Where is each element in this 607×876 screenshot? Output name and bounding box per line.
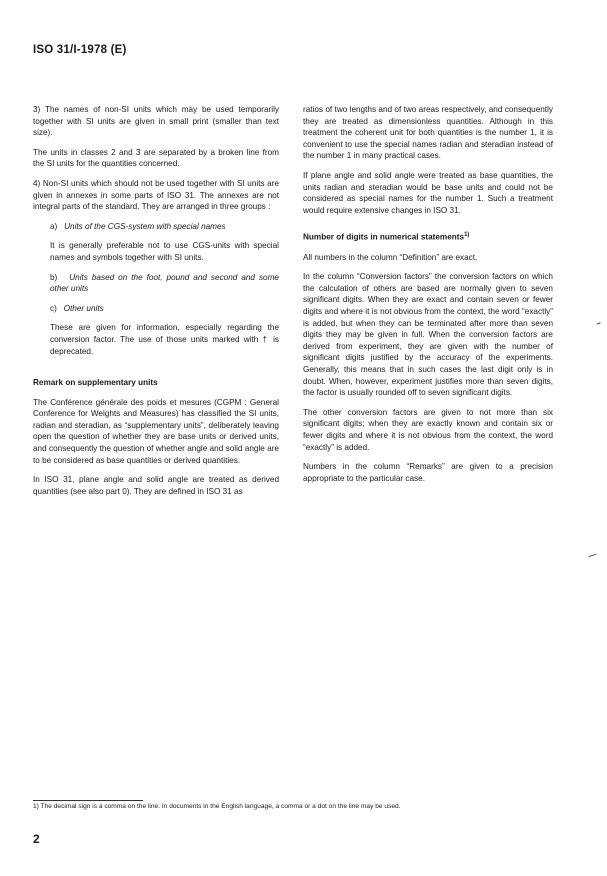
group-c-item [33,303,279,315]
document-header: ISO 31/I-1978 (E) [33,44,127,56]
paragraph-remarks-precision: Numbers in the column “Remarks” are given to a precision appropriate to the particular case. [303,462,553,483]
paragraph-base-quantities: If plane angle and solid angle were treated as base quantities, the units radian and steradian would be base units and could not be considered as special names for the number 1. Such a treatment would require extensive changes in ISO 31. [303,170,553,215]
paragraph-iso31-angles: In ISO 31, plane angle and solid angle are treated as derived quantities (see also part 0). They are defined in ISO 31 as [33,475,279,496]
footnote: 1) The decimal sign is a comma on the line. In documents in the English language, a comma or a dot on the line may be used. [33,803,401,810]
group-a-prefix: a) [50,221,58,231]
paragraph-non-si-annexes: 4) Non-SI units which should not be used together with SI units are given in annexes in some parts of ISO 31. The annexes are not integral parts of the standard. They are arranged in three groups : [33,178,279,212]
group-b-title: Units based on the foot, pound and second and some other units [50,272,279,294]
scan-mark [595,319,600,324]
page-number: 2 [33,832,40,846]
remark-heading: Remark on supplementary units [33,378,158,388]
group-b-prefix: b) [50,272,58,282]
paragraph-non-si-temporary: 3) The names of non-SI units which may be used temporarily together with SI units are given in small print (smaller than text size). [33,105,279,138]
paragraph-definition-exact: All numbers in the column “Definition” are exact. [303,252,478,262]
paragraph-dimensionless: ratios of two lengths and of two areas respectively, and consequently they are treated as dimensionless quantities. Although in this treatment the coherent unit for both quantities is the number 1, it is convenient to use the special names radian and steradian instead of the number 1 in many practical cases. [303,105,553,161]
scan-mark [588,551,597,557]
group-b-item [33,272,279,295]
paragraph-cgpm: The Conférence générale des poids et mesures (CGPM : General Conference for Weights and Measures) has classified the SI units, radian and steradian, as “supplementary units”, deliberately leaving open the question of whether they are base units or derived units, and consequently the question of whether angle and solid angle are to be considered as base quantities or derived quantities. [33,397,279,465]
footnote-divider [33,800,143,801]
group-c-prefix: c) [50,303,57,313]
group-c-title: Other units [63,303,104,313]
footnote-reference: 1) [464,232,470,239]
group-c-text: These are given for information, especially regarding the conversion factor. The use of those units marked with † is deprecated. [50,323,279,356]
left-column [33,104,279,505]
group-a-item [33,221,279,233]
digits-heading-text: Number of digits in numerical statements [303,233,465,243]
paragraph-conversion-factors: In the column “Conversion factors” the conversion factors on which the calculation of others are based are normally given to seven significant digits. When they are exact and contain seven or fewer digits and where it is not obvious from the context, the word “exactly” is added, but when they can be terminated after more than seven digits they may be given in full. When the conversion factors are derived from experiment, they are given with the number of significant digits justified by the accuracy of the experiments. Generally, this means that in such cases the last digit only is in doubt. When, however, experiment justifies more than seven digits, the factor is usually rounded off to seven significant digits. [303,272,553,398]
right-column [303,104,553,492]
group-a-text: It is generally preferable not to use CGS-units with special names and symbols together with SI units. [50,241,279,262]
paragraph-other-factors: The other conversion factors are given to not more than six significant digits; when they are exactly known and contain six or fewer digits and where it is not obvious from the context, the word “exactly” is added. [303,407,553,452]
group-a-title: Units of the CGS-system with special names [64,221,226,231]
paragraph-broken-line: The units in classes 2 and 3 are separated by a broken line from the SI units for the quantities concerned. [33,147,279,169]
digits-heading [303,230,553,243]
